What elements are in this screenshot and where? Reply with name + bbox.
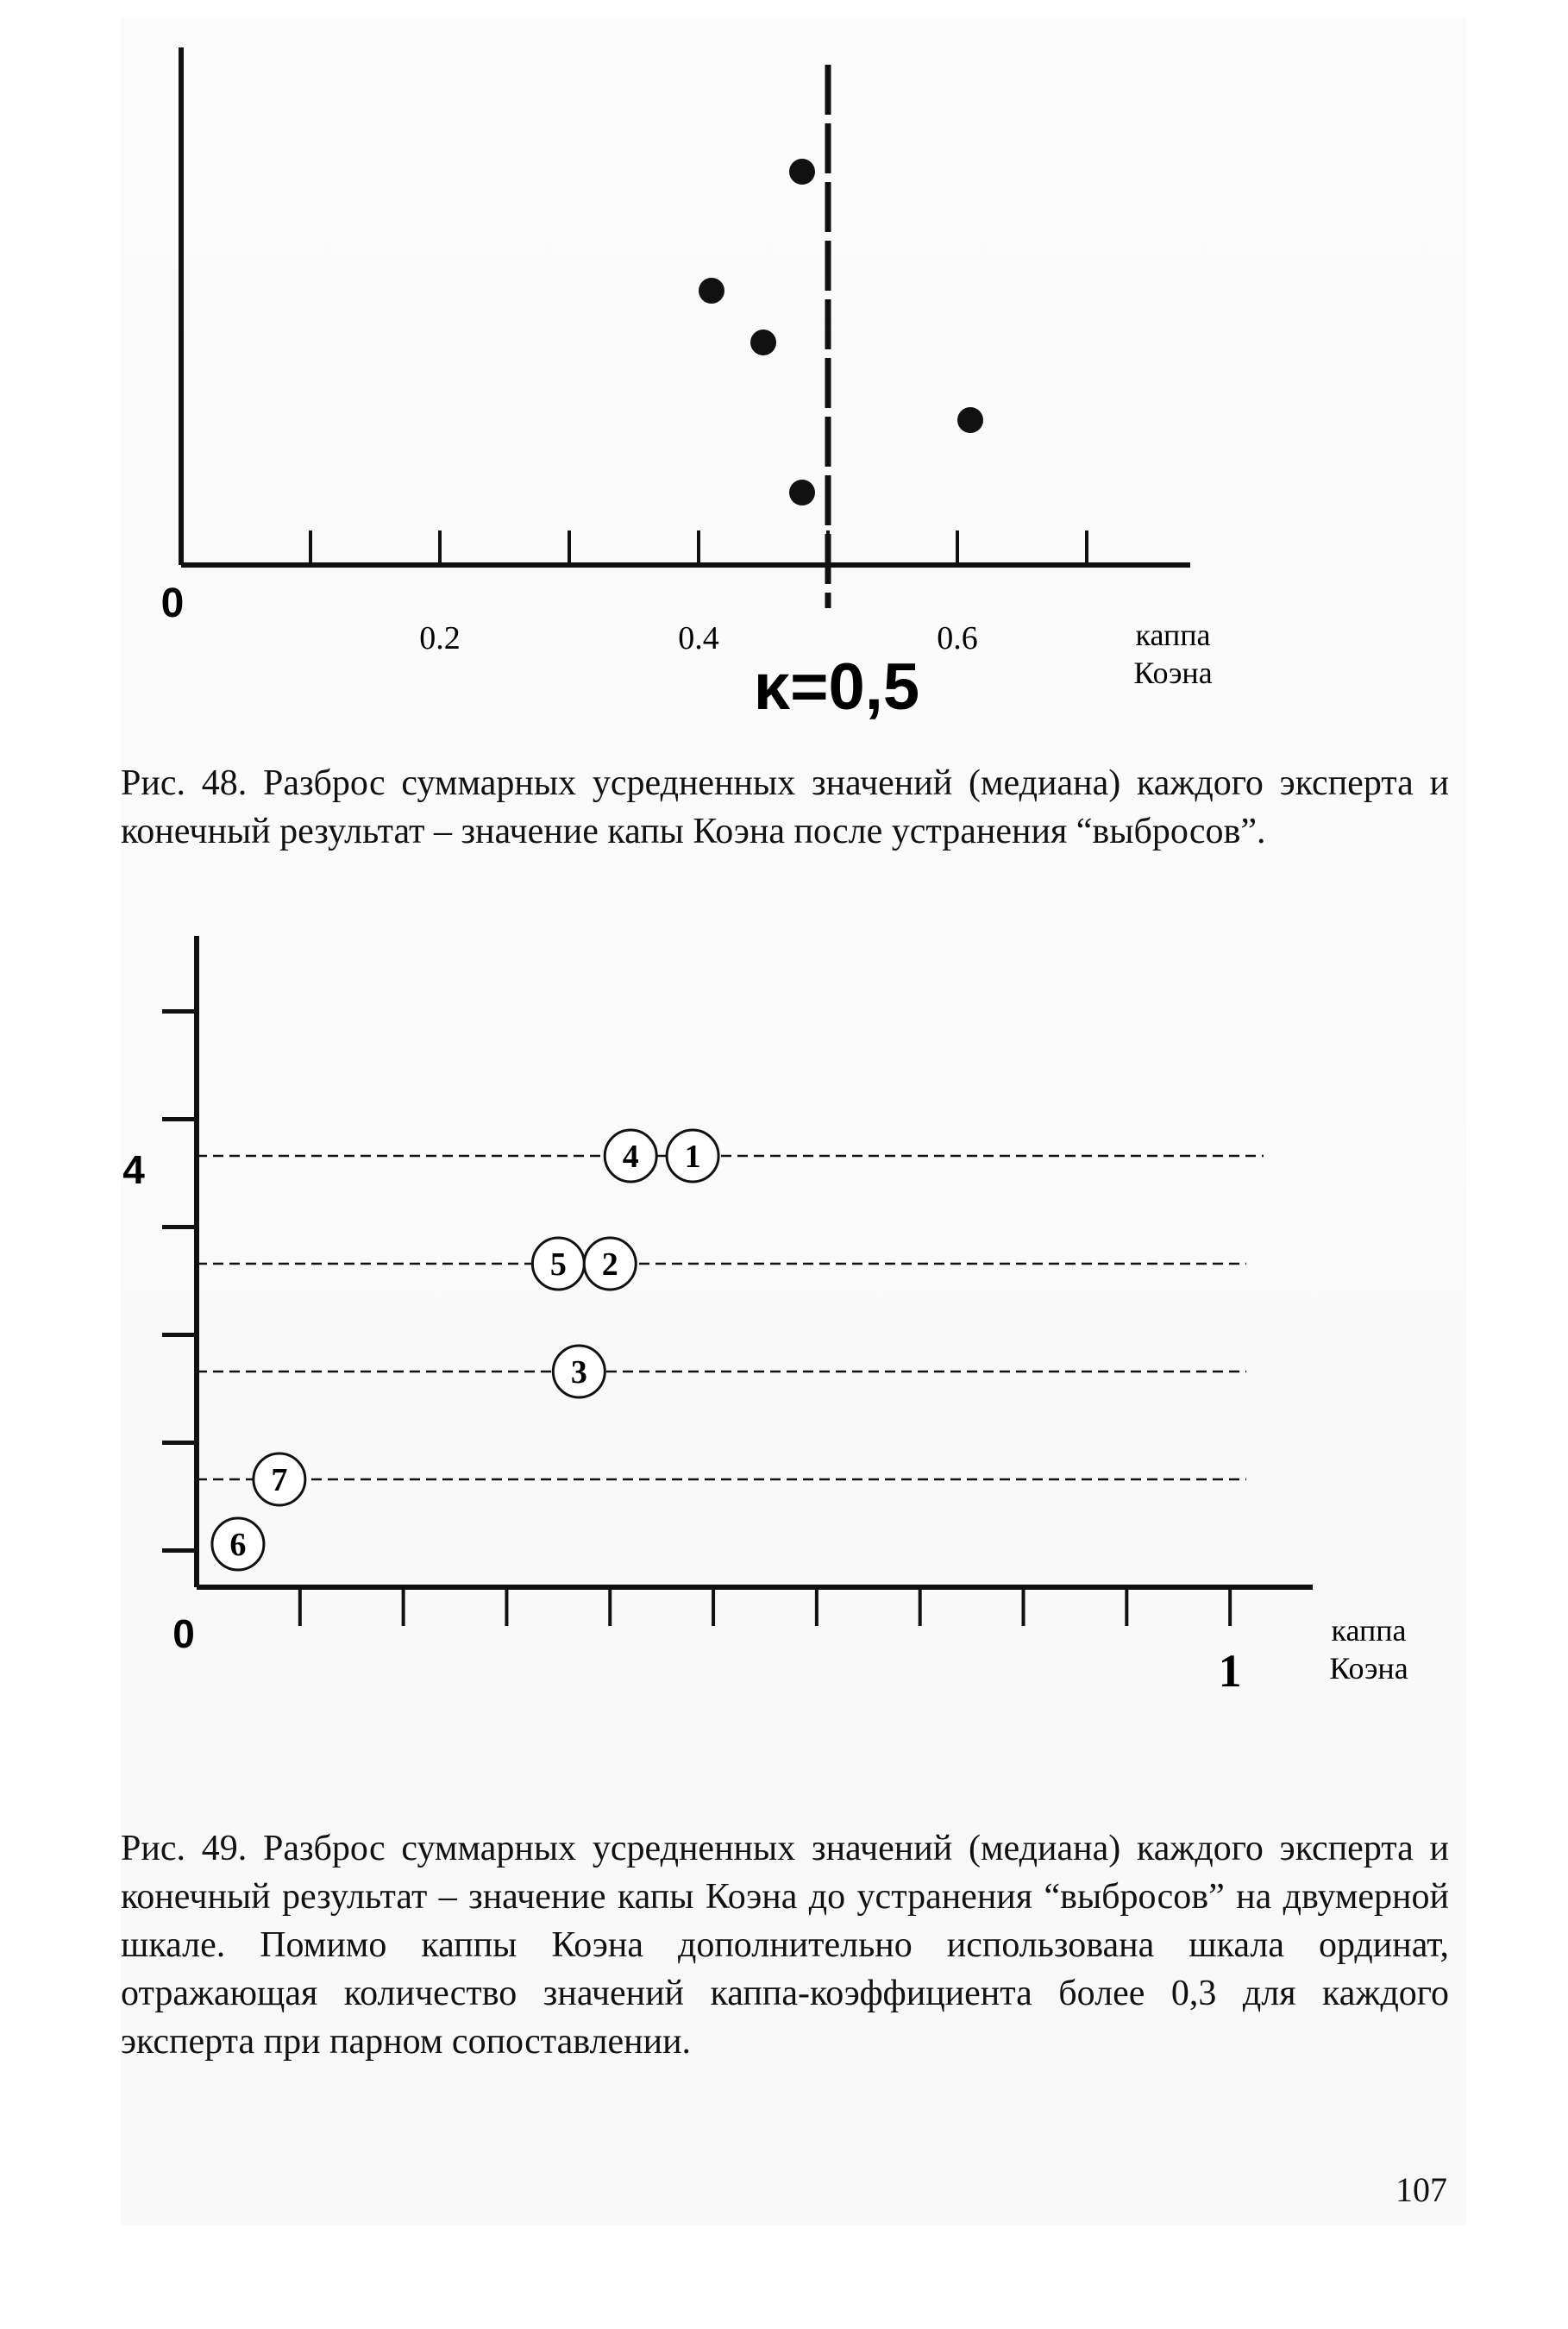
figure-48-caption: Рис. 48. Разброс суммарных усредненных значений (медиана) каждого эксперта и конечный результат – значение капы Коэна после устранения “выбросов”. <box>121 763 1449 851</box>
x-tick-label: 0.2 <box>419 620 461 656</box>
expert-marker-label: 5 <box>549 1246 567 1283</box>
kappa-scatter-chart <box>0 0 1568 750</box>
page-number: 107 <box>1396 2170 1447 2209</box>
data-point <box>789 480 815 505</box>
expert-marker-label: 2 <box>601 1246 618 1283</box>
x-axis-label-line2: Коэна <box>1329 1651 1408 1686</box>
figure-48-chart <box>0 0 1568 750</box>
data-point <box>699 278 724 304</box>
kappa-threshold-label: κ=0,5 <box>753 650 920 724</box>
origin-label: 0 <box>172 1611 195 1656</box>
y-tick-label: 4 <box>122 1147 145 1192</box>
kappa-two-dim-chart <box>0 906 1568 1734</box>
x-axis-label-line1: каппа <box>1331 1613 1407 1648</box>
x-axis-label-line1: каппа <box>1135 618 1211 652</box>
figure-49-chart <box>0 906 1568 1734</box>
x-tick-label: 1 <box>1218 1645 1242 1697</box>
data-point <box>957 407 983 433</box>
expert-marker-label: 7 <box>271 1462 288 1498</box>
x-tick-label: 0.6 <box>937 620 978 656</box>
expert-marker-label: 6 <box>229 1527 247 1563</box>
data-point <box>750 330 776 355</box>
x-tick-label: 0.4 <box>678 620 719 656</box>
expert-marker-label: 1 <box>684 1139 701 1175</box>
expert-marker-label: 3 <box>570 1354 587 1390</box>
expert-marker-label: 4 <box>622 1139 639 1175</box>
data-point <box>789 159 815 185</box>
figure-49-caption: Рис. 49. Разброс суммарных усредненных значений (медиана) каждого эксперта и конечный результат – значение капы Коэна до устранения “выбросов” на двумерной шкале. Помимо каппы Коэна дополнительно использована шкала ординат, отражающая количество значений каппа-коэффициента более 0,3 для каждого эксперта при парном сопоставлении. <box>121 1829 1449 2062</box>
origin-label: 0 <box>160 581 185 626</box>
x-axis-label-line2: Коэна <box>1133 656 1213 690</box>
